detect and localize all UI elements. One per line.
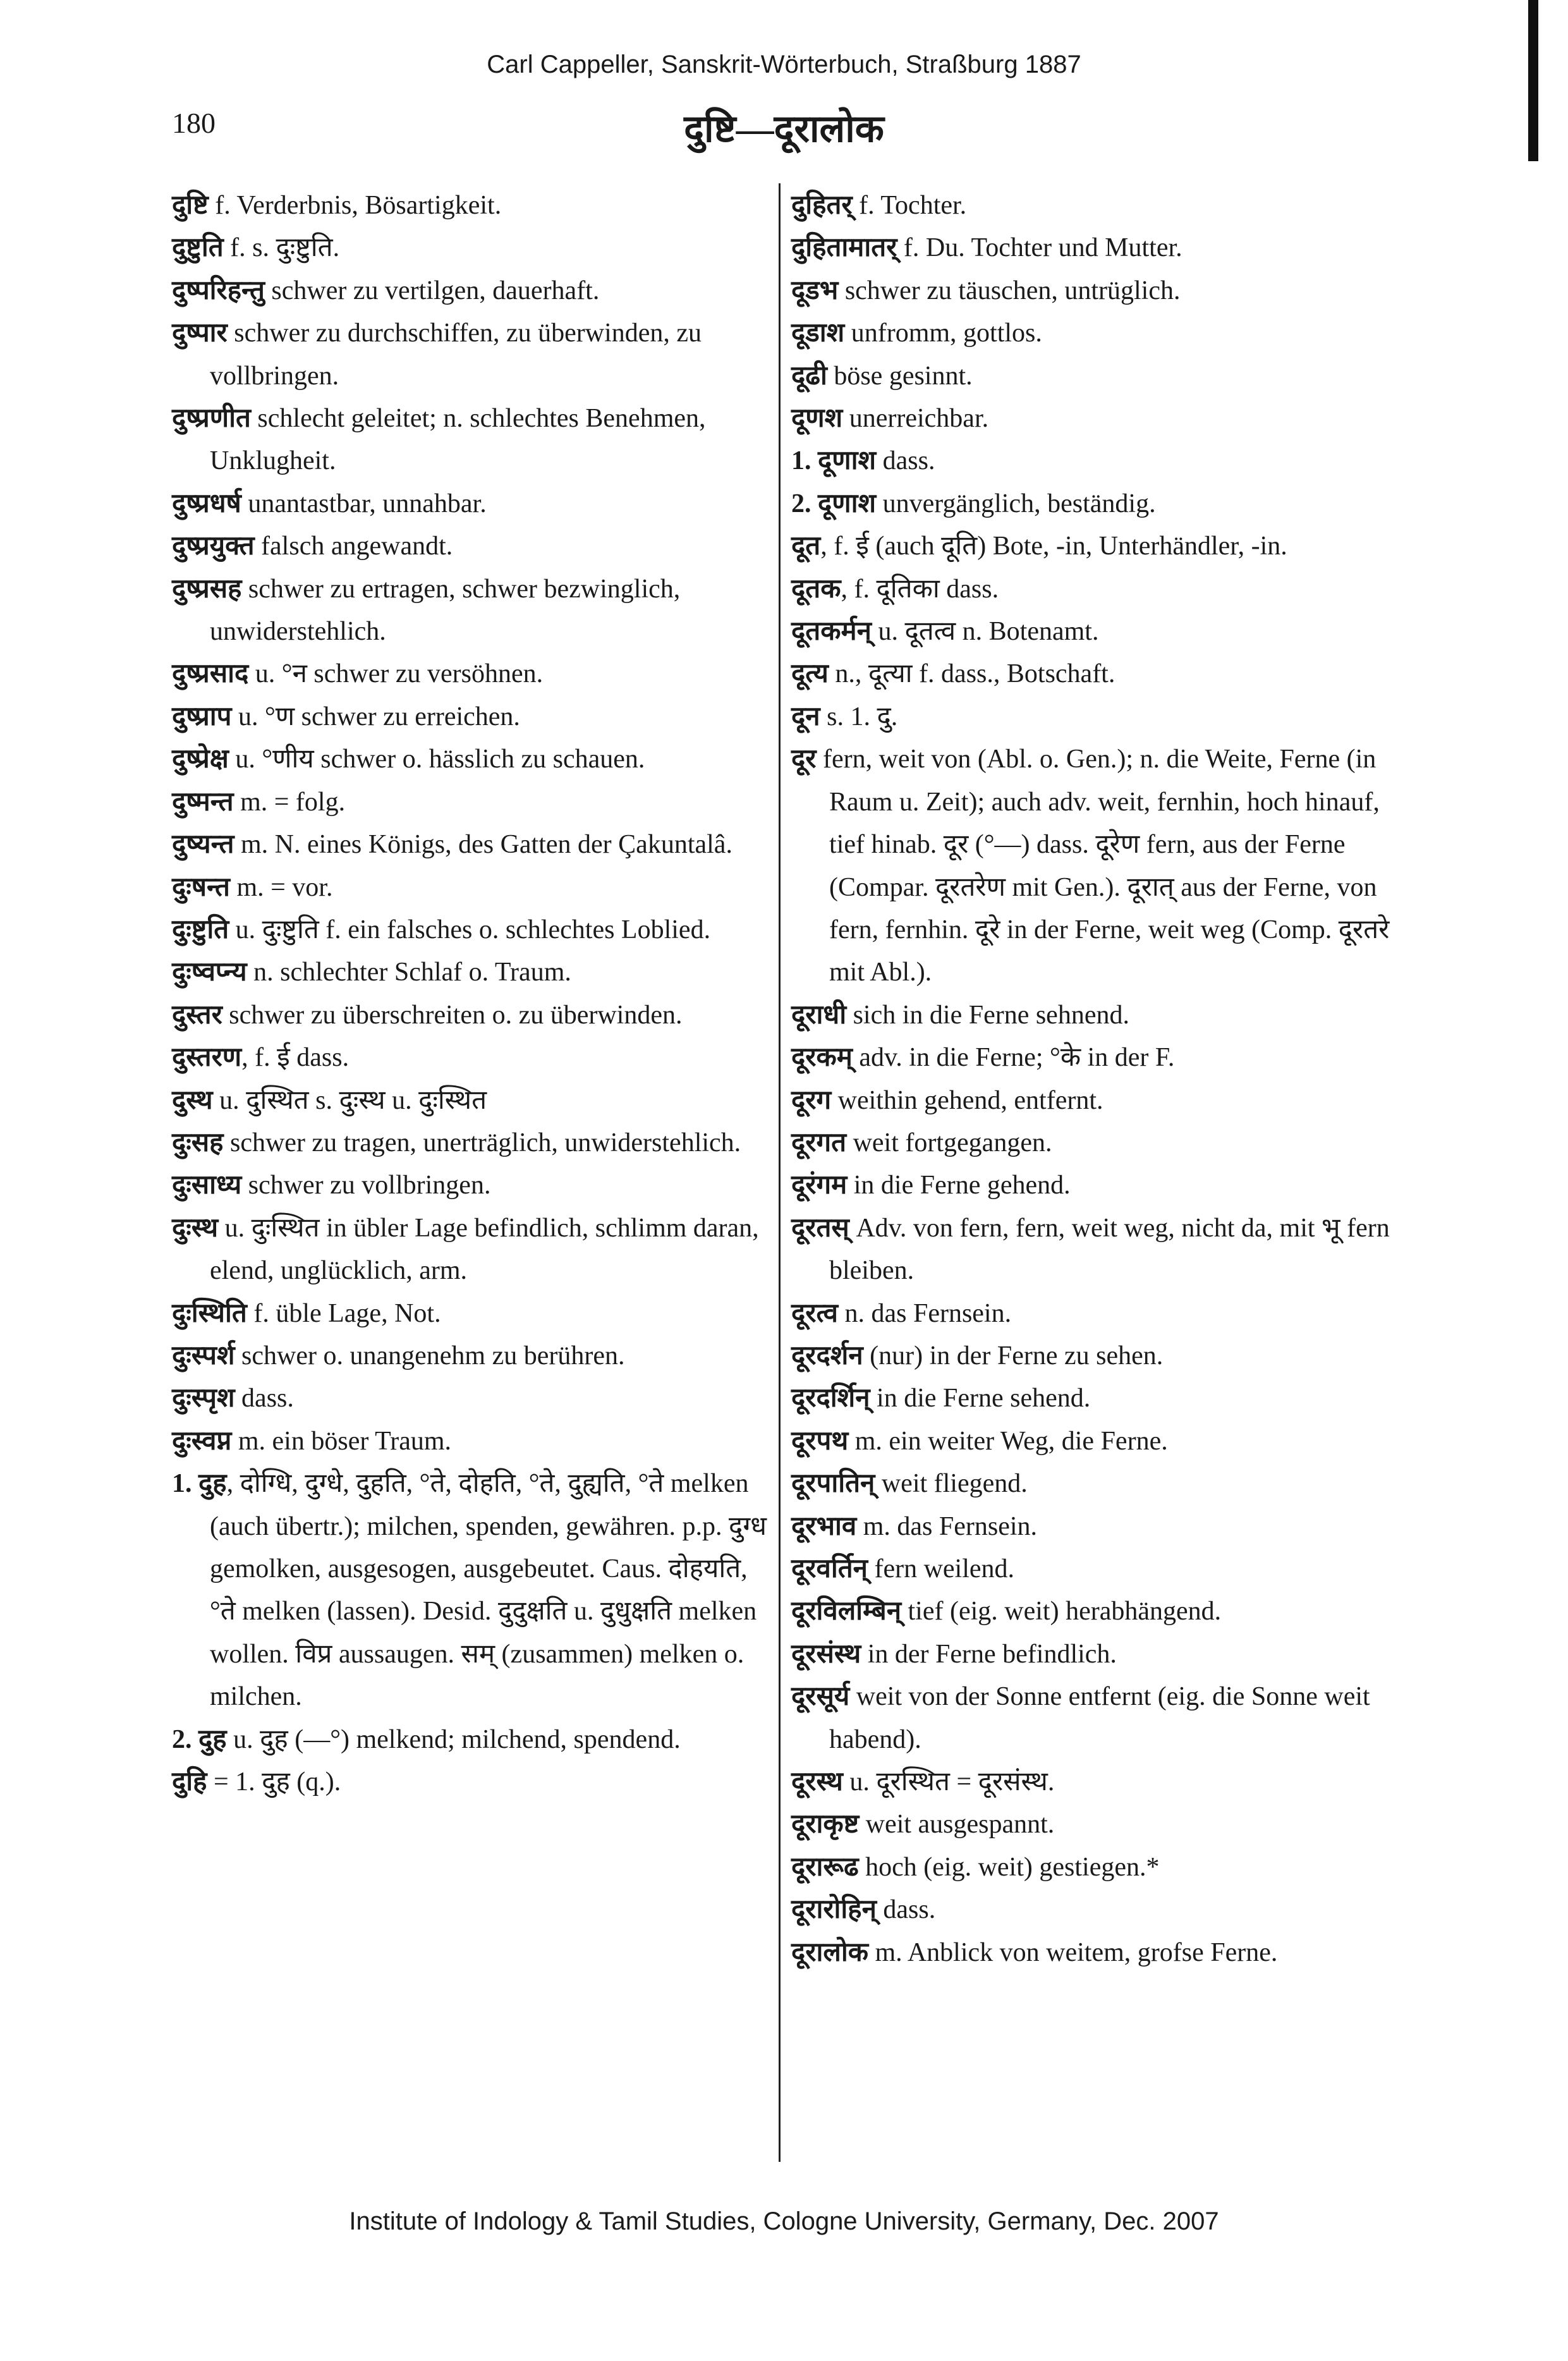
dictionary-entry — [791, 1207, 1398, 1293]
dictionary-entry — [172, 1122, 770, 1164]
dictionary-entry — [791, 738, 1398, 994]
dictionary-entry — [791, 1335, 1398, 1377]
entry-headword: दूरग — [791, 1085, 832, 1115]
entry-headword: दूरकम् — [791, 1043, 853, 1073]
entry-headword: दुष्प्रयुक्त — [172, 532, 255, 561]
entry-headword: दूरविलम्बिन् — [791, 1597, 902, 1626]
entry-definition: u. दुःस्थित in übler Lage befindlich, schlimm daran, elend, unglücklich, arm. — [210, 1213, 759, 1286]
dictionary-entry — [791, 1803, 1398, 1846]
entry-definition: böse gesinnt. — [827, 361, 973, 391]
dictionary-entry — [791, 483, 1398, 525]
entry-headword: दूरदर्शन — [791, 1341, 863, 1370]
entry-headword: दूरगत — [791, 1128, 847, 1157]
dictionary-entry — [791, 440, 1398, 482]
entry-definition: (nur) in der Ferne zu sehen. — [863, 1341, 1164, 1370]
entry-headword: दुःषन्त — [172, 872, 230, 902]
dictionary-entry — [791, 312, 1398, 355]
entry-definition: weit ausgespannt. — [859, 1810, 1055, 1839]
entry-headword: दूराधी — [791, 1000, 847, 1030]
dictionary-entry — [791, 1293, 1398, 1335]
entry-definition: in die Ferne gehend. — [847, 1171, 1071, 1200]
dictionary-entry — [172, 1080, 770, 1122]
entry-headword: दूणश — [791, 404, 843, 434]
dictionary-entry — [791, 1080, 1398, 1122]
dictionary-entry — [172, 1164, 770, 1207]
dictionary-entry — [791, 1548, 1398, 1590]
right-column — [791, 185, 1398, 1974]
entry-headword: 1. दुह — [172, 1469, 227, 1499]
entry-definition: dass. — [234, 1384, 294, 1413]
entry-headword: दूरसूर्य — [791, 1682, 850, 1712]
dictionary-entry — [172, 568, 770, 654]
entry-headword: दूत्य — [791, 659, 829, 689]
entry-definition: fern, weit von (Abl. o. Gen.); n. die Weite, Ferne (in Raum u. Zeit); auch adv. weit, fernhin, hoch hinauf, tief hinab. दूर (°—) dass. दूरेण fern, aus der Ferne (Compar. दूरतरेण mit Gen.). दूरात् aus der Ferne, von fern, fernhin. दूरे in der Ferne, weit weg (Comp. दूरतरे mit Abl.). — [816, 745, 1390, 987]
entry-definition: = 1. दुह (q.). — [207, 1767, 341, 1797]
entry-definition: unerreichbar. — [842, 404, 989, 434]
entry-definition: unvergänglich, beständig. — [876, 489, 1156, 518]
entry-headword: दूरालोक — [791, 1937, 868, 1967]
entry-definition: schlecht geleitet; n. schlechtes Benehmen, Unklugheit. — [210, 404, 706, 476]
entry-headword: दुःसाध्य — [172, 1171, 242, 1200]
dictionary-entry — [172, 781, 770, 824]
dictionary-entry — [791, 1463, 1398, 1505]
dictionary-entry — [791, 355, 1398, 398]
entry-definition: schwer zu täuschen, untrüglich. — [838, 276, 1181, 305]
dictionary-entry — [791, 1846, 1398, 1889]
entry-headword: दून — [791, 702, 820, 731]
entry-headword: दुष्यन्त — [172, 830, 234, 860]
entry-headword: दुहि — [172, 1767, 207, 1797]
entry-headword: दूरवर्तिन् — [791, 1554, 868, 1583]
entry-headword: दुःष्टुति — [172, 915, 229, 944]
entry-definition: u. °णीय schwer o. hässlich zu schauen. — [228, 745, 645, 774]
dictionary-entry — [172, 398, 770, 483]
entry-headword: दूरदर्शिन् — [791, 1384, 870, 1413]
entry-definition: f. Tochter. — [852, 191, 967, 220]
entry-headword: दुष्परिहन्तु — [172, 276, 265, 305]
entry-headword: दूत — [791, 532, 821, 561]
entry-definition: m. = folg. — [233, 787, 346, 817]
entry-headword: दूतकर्मन् — [791, 617, 872, 647]
entry-definition: schwer zu tragen, unerträglich, unwiderstehlich. — [223, 1128, 741, 1157]
entry-definition: schwer zu ertragen, schwer bezwinglich, unwiderstehlich. — [210, 574, 681, 647]
entry-headword: दुष्टुति — [172, 233, 224, 263]
entry-headword: दुष्प्राप — [172, 702, 232, 731]
dictionary-entry — [791, 1761, 1398, 1803]
entry-headword: दुःस्थ — [172, 1213, 219, 1243]
entry-definition: weit fortgegangen. — [846, 1128, 1052, 1157]
entry-definition: f. s. दुःष्टुति. — [223, 233, 340, 263]
dictionary-entry — [172, 185, 770, 227]
dictionary-entry — [172, 951, 770, 994]
dictionary-entry — [172, 1207, 770, 1293]
dictionary-entry — [172, 653, 770, 695]
dictionary-entry — [791, 994, 1398, 1037]
entry-headword: दूरसंस्थ — [791, 1639, 861, 1669]
entry-definition: schwer o. unangenehm zu berühren. — [234, 1341, 625, 1370]
entry-headword: दुहितामातर् — [791, 233, 897, 263]
entry-definition: f. Verderbnis, Bösartigkeit. — [208, 191, 502, 220]
entry-definition: u. दुस्थित s. दुःस्थ u. दुःस्थित — [212, 1085, 487, 1115]
dictionary-entry — [791, 696, 1398, 738]
entry-headword: दुःस्थिति — [172, 1298, 247, 1328]
entry-definition: fern weilend. — [867, 1554, 1015, 1583]
dictionary-entry — [172, 227, 770, 269]
entry-headword: दूराकृष्ट — [791, 1810, 860, 1839]
dictionary-entry — [791, 611, 1398, 653]
dictionary-entry — [791, 1590, 1398, 1633]
entry-headword: दुष्प्रसह — [172, 574, 242, 604]
entry-headword: दुःस्पृश — [172, 1384, 235, 1413]
left-column — [172, 185, 770, 1803]
dictionary-entry — [791, 1676, 1398, 1761]
entry-definition: dass. — [876, 1895, 936, 1925]
column-divider — [779, 183, 781, 2162]
entry-headword: दुष्टि — [172, 191, 209, 220]
entry-definition: adv. in die Ferne; °के in der F. — [852, 1043, 1175, 1073]
dictionary-entry — [172, 738, 770, 781]
entry-definition: u. °ण schwer zu erreichen. — [231, 702, 520, 731]
dictionary-entry — [791, 525, 1398, 568]
entry-definition: sich in die Ferne sehnend. — [846, 1000, 1129, 1030]
dictionary-entry — [172, 909, 770, 951]
entry-definition: tief (eig. weit) herabhängend. — [901, 1597, 1222, 1626]
entry-definition: n. das Fernsein. — [837, 1298, 1012, 1328]
entry-definition: in der Ferne befindlich. — [861, 1639, 1117, 1669]
entry-headword: दुःष्वप्न्य — [172, 958, 247, 987]
dictionary-entry — [791, 270, 1398, 312]
dictionary-entry — [791, 1037, 1398, 1079]
entry-definition: falsch angewandt. — [254, 532, 453, 561]
dictionary-entry — [791, 1932, 1398, 1974]
entry-definition: m. das Fernsein. — [856, 1511, 1038, 1541]
entry-headword: दूरभाव — [791, 1511, 857, 1541]
dictionary-entry — [791, 1889, 1398, 1931]
dictionary-entry — [791, 653, 1398, 695]
entry-headword: दूडभ — [791, 276, 839, 305]
entry-headword: दुष्प्रणीत — [172, 404, 251, 434]
dictionary-entry — [172, 1335, 770, 1377]
entry-definition: s. 1. दु. — [820, 702, 898, 731]
dictionary-entry — [172, 1761, 770, 1803]
entry-headword: दूरस्थ — [791, 1767, 843, 1797]
dictionary-entry — [791, 568, 1398, 611]
entry-definition: n., दूत्या f. dass., Botschaft. — [828, 659, 1115, 689]
dictionary-entry — [791, 1164, 1398, 1207]
entry-headword: दुष्प्रेक्ष — [172, 745, 229, 774]
dictionary-entry — [172, 1377, 770, 1420]
entry-headword: 1. दूणाश — [791, 446, 877, 476]
entry-definition: , f. ई dass. — [241, 1043, 349, 1073]
entry-definition: weithin gehend, entfernt. — [831, 1085, 1103, 1115]
entry-definition: weit von der Sonne entfernt (eig. die Sonne weit habend). — [829, 1682, 1370, 1754]
entry-headword: दुष्प्रधर्ष — [172, 489, 241, 518]
entry-definition: hoch (eig. weit) gestiegen.* — [858, 1852, 1160, 1882]
entry-headword: दूरपातिन् — [791, 1469, 875, 1499]
entry-definition: Adv. von fern, fern, weit weg, nicht da, mit भू fern bleiben. — [829, 1213, 1390, 1286]
source-header: Carl Cappeller, Sanskrit-Wörterbuch, Straßburg 1887 — [487, 51, 1081, 78]
entry-definition: unfromm, gottlos. — [844, 319, 1042, 348]
dictionary-entry — [172, 525, 770, 568]
entry-headword: दूरारूढ — [791, 1852, 859, 1882]
entry-definition: schwer zu vertilgen, dauerhaft. — [264, 276, 600, 305]
institute-footer: Institute of Indology & Tamil Studies, Cologne University, Germany, Dec. 2007 — [349, 2207, 1219, 2235]
entry-headword: दूडाश — [791, 319, 845, 348]
entry-headword: दुहितर् — [791, 191, 853, 220]
dictionary-entry — [172, 1719, 770, 1761]
entry-definition: u. दुःष्टुति f. ein falsches o. schlechtes Loblied. — [229, 915, 711, 944]
entry-headword: दूर — [791, 745, 817, 774]
entry-definition: u. दूरस्थित = दूरसंस्थ. — [842, 1767, 1055, 1797]
entry-headword: दूरंगम — [791, 1171, 848, 1200]
entry-headword: दुस्तरण — [172, 1043, 242, 1073]
dictionary-entry — [791, 185, 1398, 227]
entry-definition: m. ein weiter Weg, die Ferne. — [848, 1426, 1168, 1456]
dictionary-entry — [172, 1037, 770, 1079]
dictionary-entry — [791, 1377, 1398, 1420]
entry-definition: schwer zu überschreiten o. zu überwinden. — [222, 1000, 683, 1030]
entry-headword: दूरपथ — [791, 1426, 849, 1456]
page-number: 180 — [172, 107, 216, 139]
entry-headword: दूरत्व — [791, 1298, 838, 1328]
entry-headword: दुष्पार — [172, 319, 228, 348]
entry-definition: f. Du. Tochter und Mutter. — [897, 233, 1182, 263]
entry-headword: दुःस्वप्न — [172, 1426, 232, 1456]
entry-definition: , f. ई (auch दूति) Bote, -in, Unterhändler, -in. — [820, 532, 1287, 561]
dictionary-entry — [791, 1420, 1398, 1463]
running-head: दुष्टि—दूरालोक — [684, 108, 884, 150]
entry-definition: , f. दूतिका dass. — [841, 574, 999, 604]
dictionary-entry — [791, 1633, 1398, 1676]
dictionary-entry — [172, 270, 770, 312]
entry-headword: दुस्थ — [172, 1085, 213, 1115]
entry-headword: दुःसह — [172, 1128, 224, 1157]
entry-definition: n. schlechter Schlaf o. Traum. — [246, 958, 571, 987]
entry-headword: दूरतस् — [791, 1213, 849, 1243]
dictionary-entry — [791, 1506, 1398, 1548]
entry-definition: m. N. eines Königs, des Gatten der Çakuntalâ. — [234, 830, 732, 860]
entry-definition: dass. — [876, 446, 935, 476]
entry-headword: 2. दुह — [172, 1724, 227, 1754]
entry-headword: दुस्तर — [172, 1000, 222, 1030]
entry-definition: u. दूतत्व n. Botenamt. — [871, 617, 1099, 647]
dictionary-entry — [172, 312, 770, 398]
dictionary-entry — [791, 1122, 1398, 1164]
entry-definition: m. Anblick von weitem, grofse Ferne. — [868, 1937, 1278, 1967]
dictionary-entry — [172, 696, 770, 738]
entry-definition: m. = vor. — [229, 872, 333, 902]
dictionary-entry — [172, 483, 770, 525]
entry-definition: , दोग्धि, दुग्धे, दुहति, °ते, दोहति, °ते, दुह्यति, °ते melken (auch übertr.); milchen, spenden, gewähren. p.p. दुग्ध gemolken, ausgesogen, ausgebeutet. Caus. दोहयति, °ते melken (lassen). Desid. दुदुक्षति u. दुधुक्षति melken wollen. विप्र aussaugen. सम् (zusammen) melken o. milchen. — [210, 1469, 767, 1712]
entry-headword: दूरारोहिन् — [791, 1895, 877, 1925]
entry-headword: दुःस्पर्श — [172, 1341, 235, 1370]
entry-definition: unantastbar, unnahbar. — [241, 489, 487, 518]
dictionary-entry — [791, 398, 1398, 440]
entry-headword: दुष्मन्त — [172, 787, 234, 817]
dictionary-entry — [172, 824, 770, 866]
entry-headword: दूतक — [791, 574, 841, 604]
dictionary-entry — [791, 227, 1398, 269]
entry-headword: दुष्प्रसाद — [172, 659, 249, 689]
dictionary-entry — [172, 1420, 770, 1463]
dictionary-entry — [172, 994, 770, 1037]
entry-definition: schwer zu durchschiffen, zu überwinden, zu vollbringen. — [210, 319, 702, 391]
entry-definition: m. ein böser Traum. — [231, 1426, 452, 1456]
entry-definition: in die Ferne sehend. — [870, 1384, 1091, 1413]
entry-definition: u. °न schwer zu versöhnen. — [248, 659, 544, 689]
entry-definition: f. üble Lage, Not. — [246, 1298, 441, 1328]
dictionary-entry — [172, 1293, 770, 1335]
entry-definition: schwer zu vollbringen. — [241, 1171, 491, 1200]
entry-definition: u. दुह (—°) melkend; milchend, spendend. — [226, 1724, 681, 1754]
entry-headword: दूढी — [791, 361, 827, 391]
dictionary-entry — [172, 867, 770, 909]
entry-headword: 2. दूणाश — [791, 489, 877, 518]
entry-definition: weit fliegend. — [875, 1469, 1028, 1499]
dictionary-entry — [172, 1463, 770, 1718]
